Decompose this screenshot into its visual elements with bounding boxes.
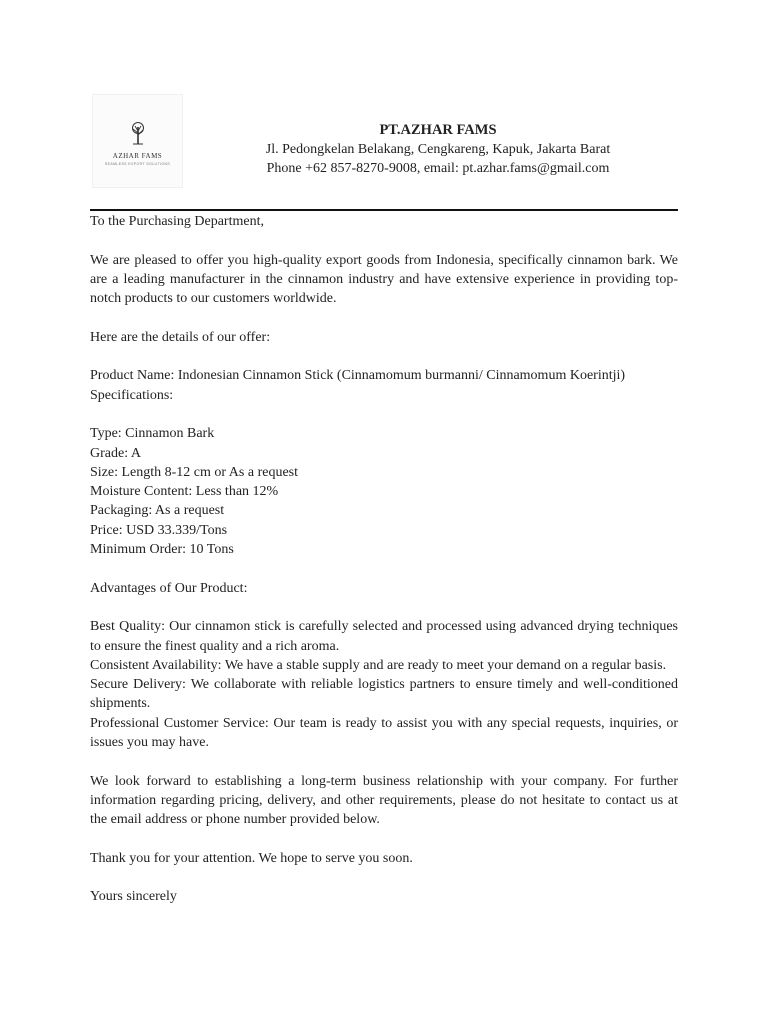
spec-item: Packaging: As a request (90, 503, 225, 519)
logo-name: AZHAR FAMS (112, 152, 163, 160)
tree-icon (128, 121, 148, 147)
closing-paragraph: We look forward to establishing a long-term business relationship with your company. For further information regarding pricing, delivery, and other requirements, please do not hesitate to contact us at the email address or phone number provided below. (90, 773, 678, 828)
advantages-heading: Advantages of Our Product: (90, 580, 248, 596)
company-contact: Phone +62 857-8270-9008, email: pt.azhar.fams@gmail.com (266, 161, 610, 176)
spec-item: Minimum Order: 10 Tons (90, 542, 234, 558)
letterhead (200, 121, 676, 178)
advantage-item: Consistent Availability: We have a stable supply and are ready to meet your demand on a regular basis. (90, 657, 667, 673)
salutation: To the Purchasing Department, (90, 214, 264, 229)
specs-list (90, 424, 678, 559)
advantage-item: Secure Delivery: We collaborate with reliable logistics partners to ensure timely and well-conditioned shipments. (90, 677, 678, 712)
advantages-list (90, 617, 678, 752)
logo-tagline: SEAMLESS EXPORT SOLUTIONS (104, 162, 171, 166)
offer-heading: Here are the details of our offer: (90, 329, 271, 345)
advantage-item: Professional Customer Service: Our team is ready to assist you with any special requests, inquiries, or issues you may have. (90, 715, 678, 751)
intro-paragraph: We are pleased to offer you high-quality export goods from Indonesia, specifically cinnamon bark. We are a leading manufacturer in the cinnamon industry and have extensive experience in providing top-notch products to our customers worldwide. (90, 252, 678, 307)
letter-body (90, 212, 678, 907)
advantage-item: Best Quality: Our cinnamon stick is carefully selected and processed using advanced drying techniques to ensure the finest quality and a rich aroma. (90, 619, 678, 654)
thanks-line: Thank you for your attention. We hope to serve you soon. (90, 850, 413, 866)
spec-item: Moisture Content: Less than 12% (90, 484, 279, 500)
spec-item: Type: Cinnamon Bark (90, 426, 215, 442)
product-name: Product Name: Indonesian Cinnamon Stick (Cinnamomum burmanni/ Cinnamomum Koerintji) (90, 368, 626, 384)
spec-item: Price: USD 33.339/Tons (90, 522, 228, 538)
spec-item: Size: Length 8-12 cm or As a request (90, 464, 299, 480)
company-logo (92, 94, 183, 188)
company-name: PT.AZHAR FAMS (379, 122, 497, 138)
signoff: Yours sincerely (90, 889, 177, 905)
specs-heading: Specifications: (90, 387, 174, 403)
header-divider (90, 209, 678, 211)
company-address: Jl. Pedongkelan Belakang, Cengkareng, Kapuk, Jakarta Barat (265, 142, 611, 157)
spec-item: Grade: A (90, 445, 141, 461)
